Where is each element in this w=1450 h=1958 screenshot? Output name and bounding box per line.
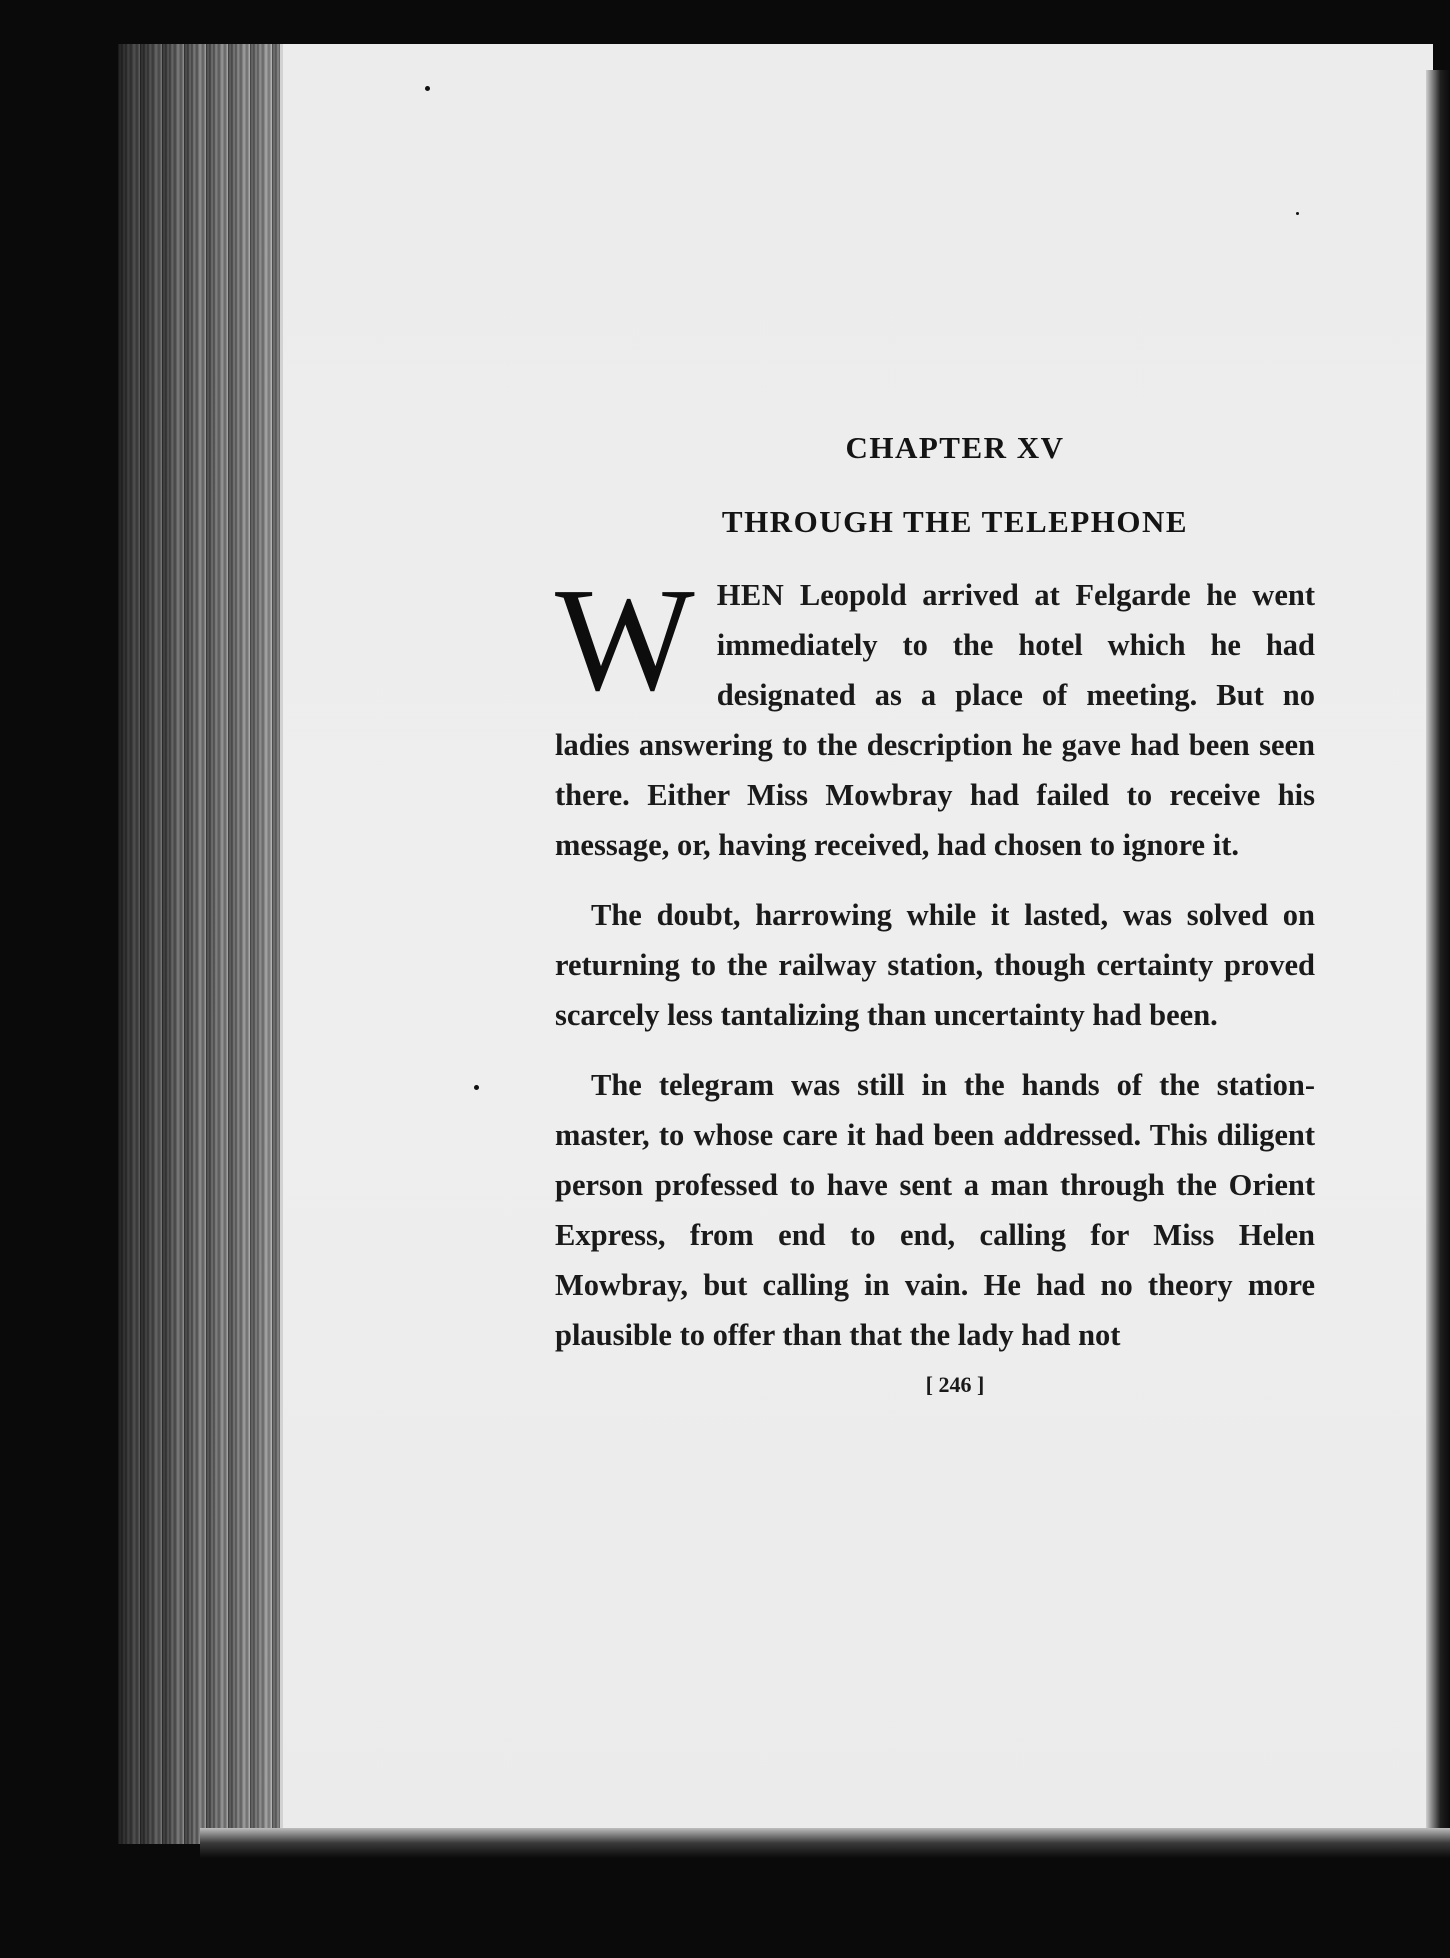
opening-paragraph [555,558,1315,870]
page-right-shadow [1426,70,1450,1850]
page-text-block [555,430,1315,1398]
lead-caps: HEN [716,578,785,612]
ink-speck [425,86,430,91]
ink-speck [474,1085,479,1090]
page-edge-shading [118,44,288,1844]
ink-speck [1296,212,1299,215]
drop-cap: W [555,558,695,722]
page-number: [ 246 ] [925,1372,985,1397]
opening-text: Leopold arrived at Felgarde he went immediately to the hotel which he had designated as a place of meeting. But no ladies answering to the description he gave had been seen there. Either Miss Mowbray had failed to receive his message, or, having received, had chosen to ignore it. [555,578,1315,862]
page-bottom-shadow [200,1828,1450,1858]
paragraph: The telegram was still in the hands of the station-master, to whose care it had been addressed. This diligent person professed to have sent a man through the Orient Express, from end to end, calling for Miss Helen Mowbray, but calling in vain. He had no theory more plausible to offer than that the lady had not [555,1068,1315,1352]
paragraph: The doubt, harrowing while it lasted, was solved on returning to the railway station, though certainty proved scarcely less tantalizing than uncertainty had been. [555,898,1315,1032]
chapter-title: THROUGH THE TELEPHONE [721,504,1189,539]
chapter-number: CHAPTER XV [845,430,1065,465]
